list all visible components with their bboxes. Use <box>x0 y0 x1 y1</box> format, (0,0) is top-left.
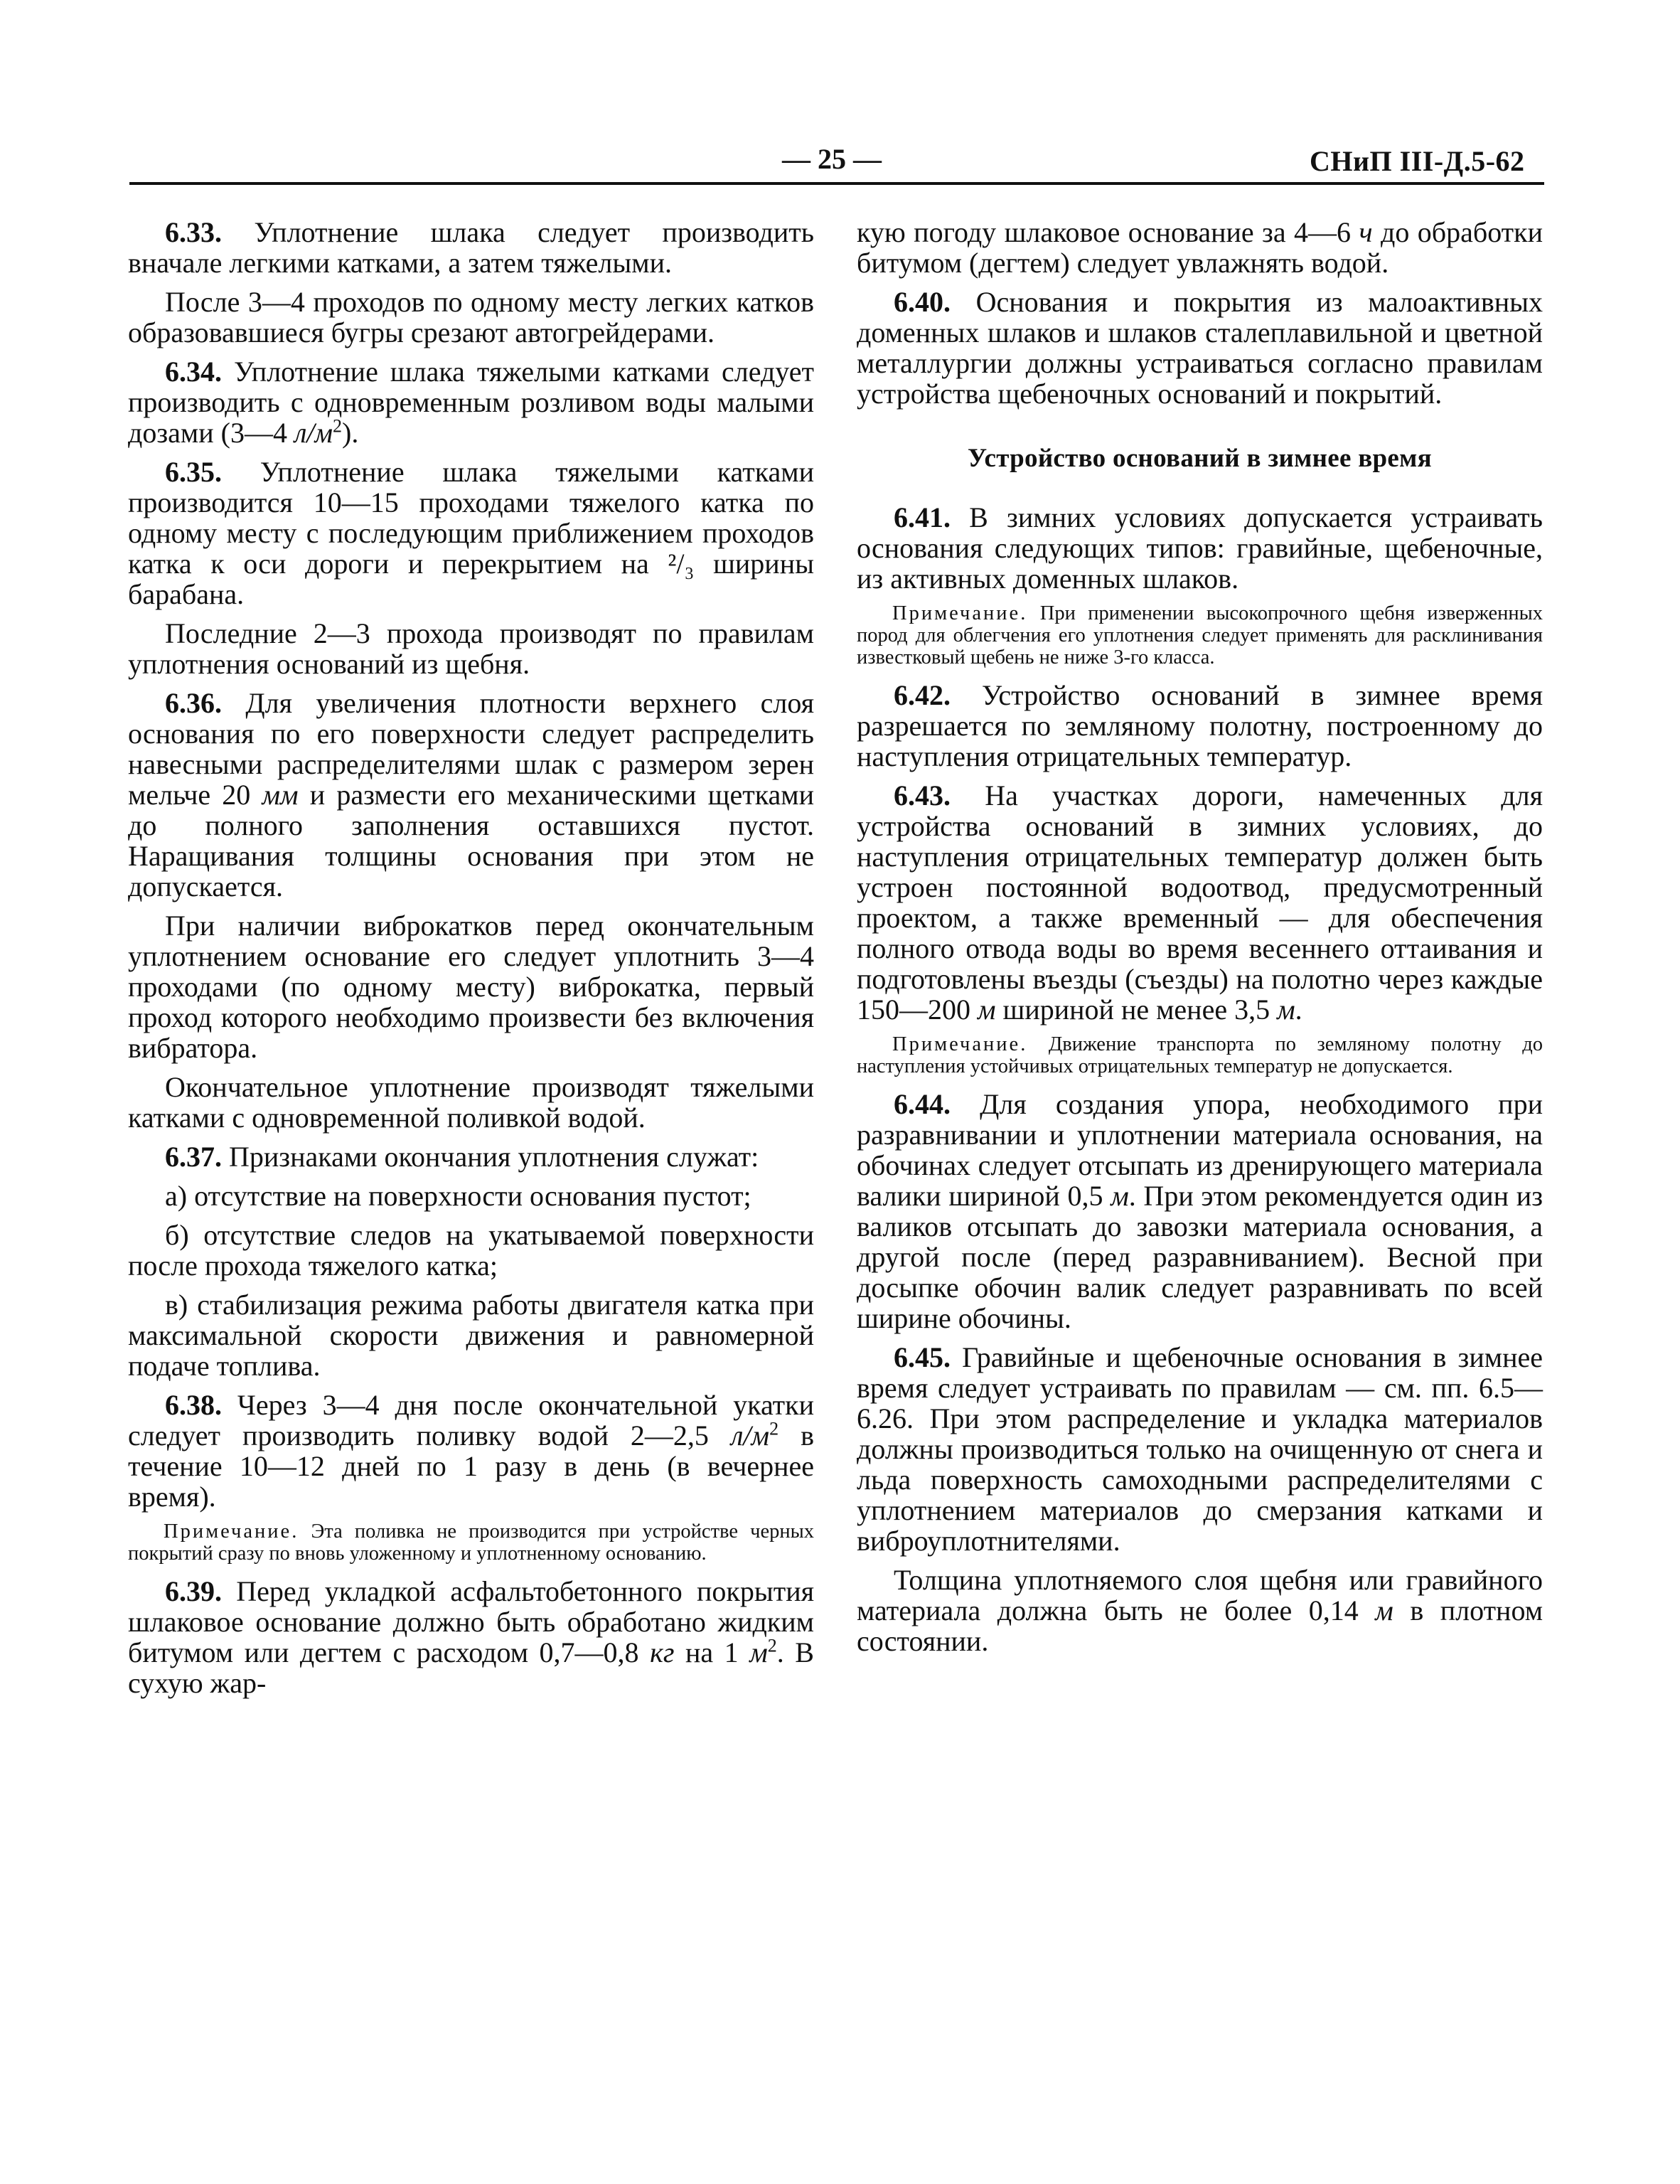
paragraph-6-36 <box>128 688 814 902</box>
page-number: — 25 — <box>782 143 882 175</box>
paragraph-6-45-continued <box>857 1565 1543 1656</box>
paragraph-text: Признаками окончания уплотнения служат: <box>222 1141 759 1173</box>
section-heading: Устройство оснований в зимнее время <box>968 444 1432 473</box>
unit-text: м <box>1277 994 1295 1026</box>
list-item-b: б) отсутствие следов на укатываемой поверхности после прохода тяжелого катка; <box>128 1219 814 1282</box>
paragraph-text: Толщина уплотняемого слоя щебня или гравийного материала должна быть не более 0,14 <box>857 1564 1543 1626</box>
paragraph-6-45 <box>857 1342 1543 1556</box>
list-item-a: а) отсутствие на поверхности основания пустот; <box>165 1180 751 1212</box>
clause-number: 6.40. <box>894 286 951 318</box>
paragraph-text-mid: шириной не менее 3,5 <box>995 994 1278 1026</box>
superscript: 2 <box>767 1635 777 1656</box>
paragraph-6-36-continued-2: Окончательное уплотнение производят тяжелыми катками с одновременной поливкой водой. <box>128 1071 814 1134</box>
note-text: При применении высокопрочного щебня изверженных пород для облегчения его уплотнения следует применять для расклинивания известковый щебень не ниже 3-го класса. <box>857 602 1543 668</box>
clause-number: 6.45. <box>894 1341 951 1373</box>
document-code: СНиП III-Д.5-62 <box>1310 145 1525 177</box>
paragraph-text-end: . При этом рекомендуется один из валиков отсыпать до завозки материала основания, а другой после (перед разравниванием). Весной при досыпке обочин валик следует разравнивать по всей ширине обочины. <box>857 1180 1543 1334</box>
clause-number: 6.38. <box>165 1389 222 1421</box>
paragraph-6-37 <box>128 1141 814 1172</box>
paragraph-6-36-continued-1: При наличии виброкатков перед окончательным уплотнением основание его следует уплотнить 3—4 проходами (по одному месту) виброкатка, первый проход которого необходимо произвести без включения вибратора. <box>128 910 814 1064</box>
unit-text: л/м <box>730 1419 770 1451</box>
note-text: Эта поливка не производится при устройстве черных покрытий сразу по вновь уложенному и уплотненному основанию. <box>128 1520 814 1565</box>
clause-number: 6.43. <box>894 779 951 811</box>
paragraph-text: Перед укладкой асфальтобетонного покрытия шлаковое основание должно быть обработано жидким битумом или дегтем с расходом 0,7—0,8 <box>128 1575 814 1668</box>
paragraph-text: Через 3—4 дня после окончательной укатки следует производить поливку водой 2—2,5 <box>128 1389 814 1451</box>
unit-text: кг <box>650 1636 675 1668</box>
paragraph-text: Для создания упора, необходимого при разравнивании и уплотнении материала основания, на обочинах следует отсыпать из дренирующего материала валики шириной 0,5 <box>857 1088 1543 1212</box>
clause-number: 6.33. <box>165 216 222 248</box>
unit-text: ч <box>1359 216 1373 248</box>
fraction: ²/₃ <box>668 548 695 580</box>
unit-text: м <box>1111 1180 1129 1212</box>
header-rule <box>129 182 1544 185</box>
paragraph-text: На участках дороги, намеченных для устройства оснований в зимних условиях, до наступления отрицательных температур должен быть устроен постоянной водоотвод, предусмотренный проектом, а также временный — для обеспечения полного отвода воды во время весеннего оттаивания и подготовлены въезды (съезды) на полотно через каждые 150—200 <box>857 779 1543 1026</box>
paragraph-6-43 <box>857 780 1543 1025</box>
note-1 <box>128 1520 814 1565</box>
paragraph-text-end: . <box>1295 994 1302 1026</box>
paragraph-text-end: . В сухую жар- <box>128 1636 814 1699</box>
paragraph-text: Уплотнение шлака тяжелыми катками следует производить с одновременным розливом воды малыми дозами (3—4 <box>128 356 814 449</box>
clause-number: 6.34. <box>165 356 222 388</box>
paragraph-text-end: в плотном состоянии. <box>857 1594 1543 1657</box>
superscript: 2 <box>769 1418 779 1439</box>
paragraph-6-44 <box>857 1089 1543 1333</box>
clause-number: 6.41. <box>894 501 951 533</box>
paragraph-6-34 <box>128 356 814 448</box>
paragraph-6-39-continued <box>857 217 1543 278</box>
paragraph-text: В зимних условиях допускается устраивать основания следующих типов: гравийные, щебеночные, из активных доменных шлаков. <box>857 501 1543 595</box>
unit-text: м <box>978 994 996 1026</box>
paragraph-6-33 <box>128 217 814 278</box>
clause-number: 6.44. <box>894 1088 951 1120</box>
paragraph-text-end: до обработки битумом (дегтем) следует увлажнять водой. <box>857 216 1543 279</box>
paragraph-text: Уплотнение шлака следует производить вначале легкими катками, а затем тяжелыми. <box>128 216 814 279</box>
paragraph-text: Устройство оснований в зимнее время разрешается по земляному полотну, построенному до наступления отрицательных температур. <box>857 679 1543 772</box>
note-lead: Примечание. <box>892 1033 1028 1055</box>
clause-number: 6.39. <box>165 1575 222 1607</box>
right-column <box>857 217 1543 1665</box>
list-item-c: в) стабилизация режима работы двигателя катка при максимальной скорости движения и равномерной подаче топлива. <box>128 1289 814 1382</box>
paragraph-text: Для увеличения плотности верхнего слоя основания по его поверхности следует распределить навесными распределителями шлак с размером зерен мельче 20 <box>128 687 814 811</box>
unit-text: л/м <box>294 417 333 449</box>
paragraph-text: Уплотнение шлака тяжелыми катками производится 10—15 проходами тяжелого катка по одному месту с последующим приближением проходов катка к оси дороги и перекрытием на <box>128 456 814 580</box>
note-lead: Примечание. <box>892 602 1028 624</box>
paragraph-text-end: ширины барабана. <box>128 548 814 610</box>
note-3 <box>857 1033 1543 1077</box>
paragraph-text: Основания и покрытия из малоактивных доменных шлаков и шлаков сталеплавильной и цветной металлургии должны устраиваться согласно правилам устройства щебеночных оснований и покрытий. <box>857 286 1543 410</box>
unit-text: м <box>1375 1594 1393 1626</box>
clause-number: 6.42. <box>894 679 951 711</box>
clause-number: 6.37. <box>165 1141 222 1173</box>
left-column <box>128 217 814 1707</box>
paragraph-text: Гравийные и щебеночные основания в зимнее время следует устраивать по правилам — см. пп. 6.5—6.26. При этом распределение и укладка материалов должны производиться только на очищенную от снега и льда поверхность самоходными распределителями с уплотнением материалов до смерзания катками и виброуплотнителями. <box>857 1341 1543 1557</box>
paragraph-6-39 <box>128 1576 814 1698</box>
note-2 <box>857 602 1543 668</box>
paragraph-6-42 <box>857 680 1543 772</box>
note-text: Движение транспорта по земляному полотну до наступления устойчивых отрицательных температур не допускается. <box>857 1033 1543 1077</box>
clause-number: 6.35. <box>165 456 222 488</box>
note-lead: Примечание. <box>164 1520 299 1543</box>
paragraph-text-end: ). <box>342 417 359 449</box>
paragraph-text-mid: на 1 <box>674 1636 750 1668</box>
paragraph-6-35-continued: Последние 2—3 прохода производят по правилам уплотнения оснований из щебня. <box>128 617 814 680</box>
paragraph-6-33-continued: После 3—4 проходов по одному месту легких катков образовавшиеся бугры срезают автогрейдерами. <box>128 286 814 348</box>
paragraph-6-35 <box>128 457 814 609</box>
paragraph-6-41 <box>857 502 1543 594</box>
clause-number: 6.36. <box>165 687 222 719</box>
paragraph-text-end: в течение 10—12 дней по 1 разу в день (в вечернее время). <box>128 1419 814 1513</box>
paragraph-6-40 <box>857 287 1543 409</box>
paragraph-6-38 <box>128 1390 814 1512</box>
paragraph-text-end: и размести его механическими щетками до полного заполнения оставшихся пустот. Наращивания толщины основания при этом не допускается. <box>128 779 815 902</box>
paragraph-text: кую погоду шлаковое основание за 4—6 <box>857 216 1359 248</box>
unit-text: мм <box>262 779 299 811</box>
unit-text: м <box>749 1636 768 1668</box>
superscript: 2 <box>333 415 343 437</box>
